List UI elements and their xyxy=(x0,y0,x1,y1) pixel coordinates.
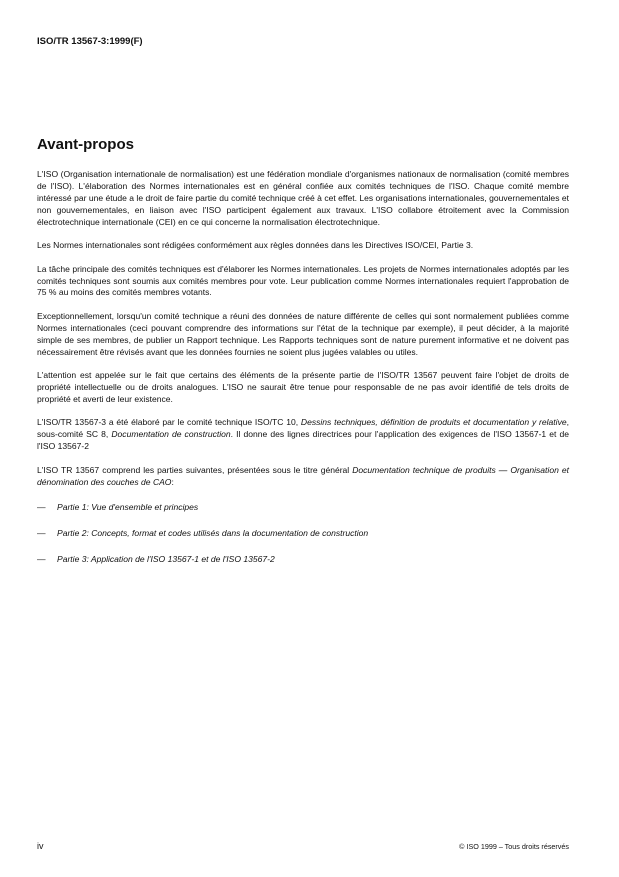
foreword-body xyxy=(37,169,569,580)
paragraph-iso-intro: L'ISO (Organisation internationale de normalisation) est une fédération mondiale d'organismes nationaux de normalisation (comité membres de l'ISO). L'élaboration des Normes internationales est en général confiée aux comités techniques de l'ISO. Chaque comité membre intéressé par une étude a le droit de faire partie du comité technique créé à cet effet. Les organisations internationales, gouvernementales et non gouvernementales, en liaison avec l'ISO participent également aux travaux. L'ISO collabore étroitement avec la Commission électrotechnique internationale (CEI) en ce qui concerne la normalisation électrotechnique. xyxy=(37,169,569,227)
paragraph-main-task: La tâche principale des comités techniques est d'élaborer les Normes internationales. Les projets de Normes internationales adoptés par les comités techniques sont soumis aux comités membres pour vote. Leur publication comme Normes internationales requiert l'approbation de 75 % au moins des comités membres votants. xyxy=(37,263,569,298)
list-item xyxy=(37,554,569,566)
paragraph-technical-report: Exceptionnellement, lorsqu'un comité technique a réuni des données de nature différente de celles qui sont normalement publiées comme Normes internationales (ceci pouvant comprendre des informations sur l'état de la technique par exemple), il peut décider, à la majorité simple de ses membres, de publier un Rapport technique. Les Rapports techniques sont de nature purement informative et ne doivent pas nécessairement être révisés avant que les données fournies ne soient plus jugées valables ou utiles. xyxy=(37,310,569,357)
page-number: iv xyxy=(37,841,44,851)
committee-title: Dessins techniques, définition de produits et documentation y relative xyxy=(300,417,567,428)
copyright-notice: © ISO 1999 – Tous droits réservés xyxy=(459,842,569,851)
parts-intro-colon: : xyxy=(171,476,174,487)
paragraph-preparation xyxy=(37,417,569,453)
dash-bullet: — xyxy=(37,528,46,539)
paragraph-directives: Les Normes internationales sont rédigées conformément aux règles données dans les Directives ISO/CEI, Partie 3. xyxy=(37,240,474,251)
paragraph-parts-intro xyxy=(37,465,569,489)
general-title: Documentation technique de produits — Organisation et dénomination des couches de CAO xyxy=(37,464,569,487)
list-item-text: Partie 3: Application de l'ISO 13567-1 et de l'ISO 13567-2 xyxy=(57,554,275,564)
preparation-text-2: , sous-comité SC 8, xyxy=(37,417,569,440)
dash-bullet: — xyxy=(37,554,46,564)
list-item-text: Partie 2: Concepts, format et codes utilisés dans la documentation de construction xyxy=(57,528,369,539)
parts-intro-text: L'ISO TR 13567 comprend les parties suivantes, présentées sous le titre général xyxy=(37,464,353,475)
preparation-text-3: . Il donne des lignes directrices pour l'application des exigences de l'ISO 13567-1 et de l'ISO 13567-2 xyxy=(37,429,570,452)
dash-bullet: — xyxy=(37,502,46,513)
document-id-header: ISO/TR 13567-3:1999(F) xyxy=(37,36,143,47)
paragraph-patent-rights: L'attention est appelée sur le fait que certains des éléments de la présente partie de l'ISO/TR 13567 peuvent faire l'objet de droits de propriété intellectuelle ou de droits analogues. L'ISO ne saurait être tenue pour responsable de ne pas avoir identifié de tels droits de propriété et averti de leur existence. xyxy=(37,370,569,404)
section-title: Avant-propos xyxy=(37,136,134,153)
list-item xyxy=(37,528,569,540)
list-item-text: Partie 1: Vue d'ensemble et principes xyxy=(57,502,199,513)
subcommittee-title: Documentation de construction xyxy=(111,429,231,440)
preparation-text-1: L'ISO/TR 13567-3 a été élaboré par le comité technique ISO/TC 10, xyxy=(37,417,301,428)
list-item xyxy=(37,502,569,514)
